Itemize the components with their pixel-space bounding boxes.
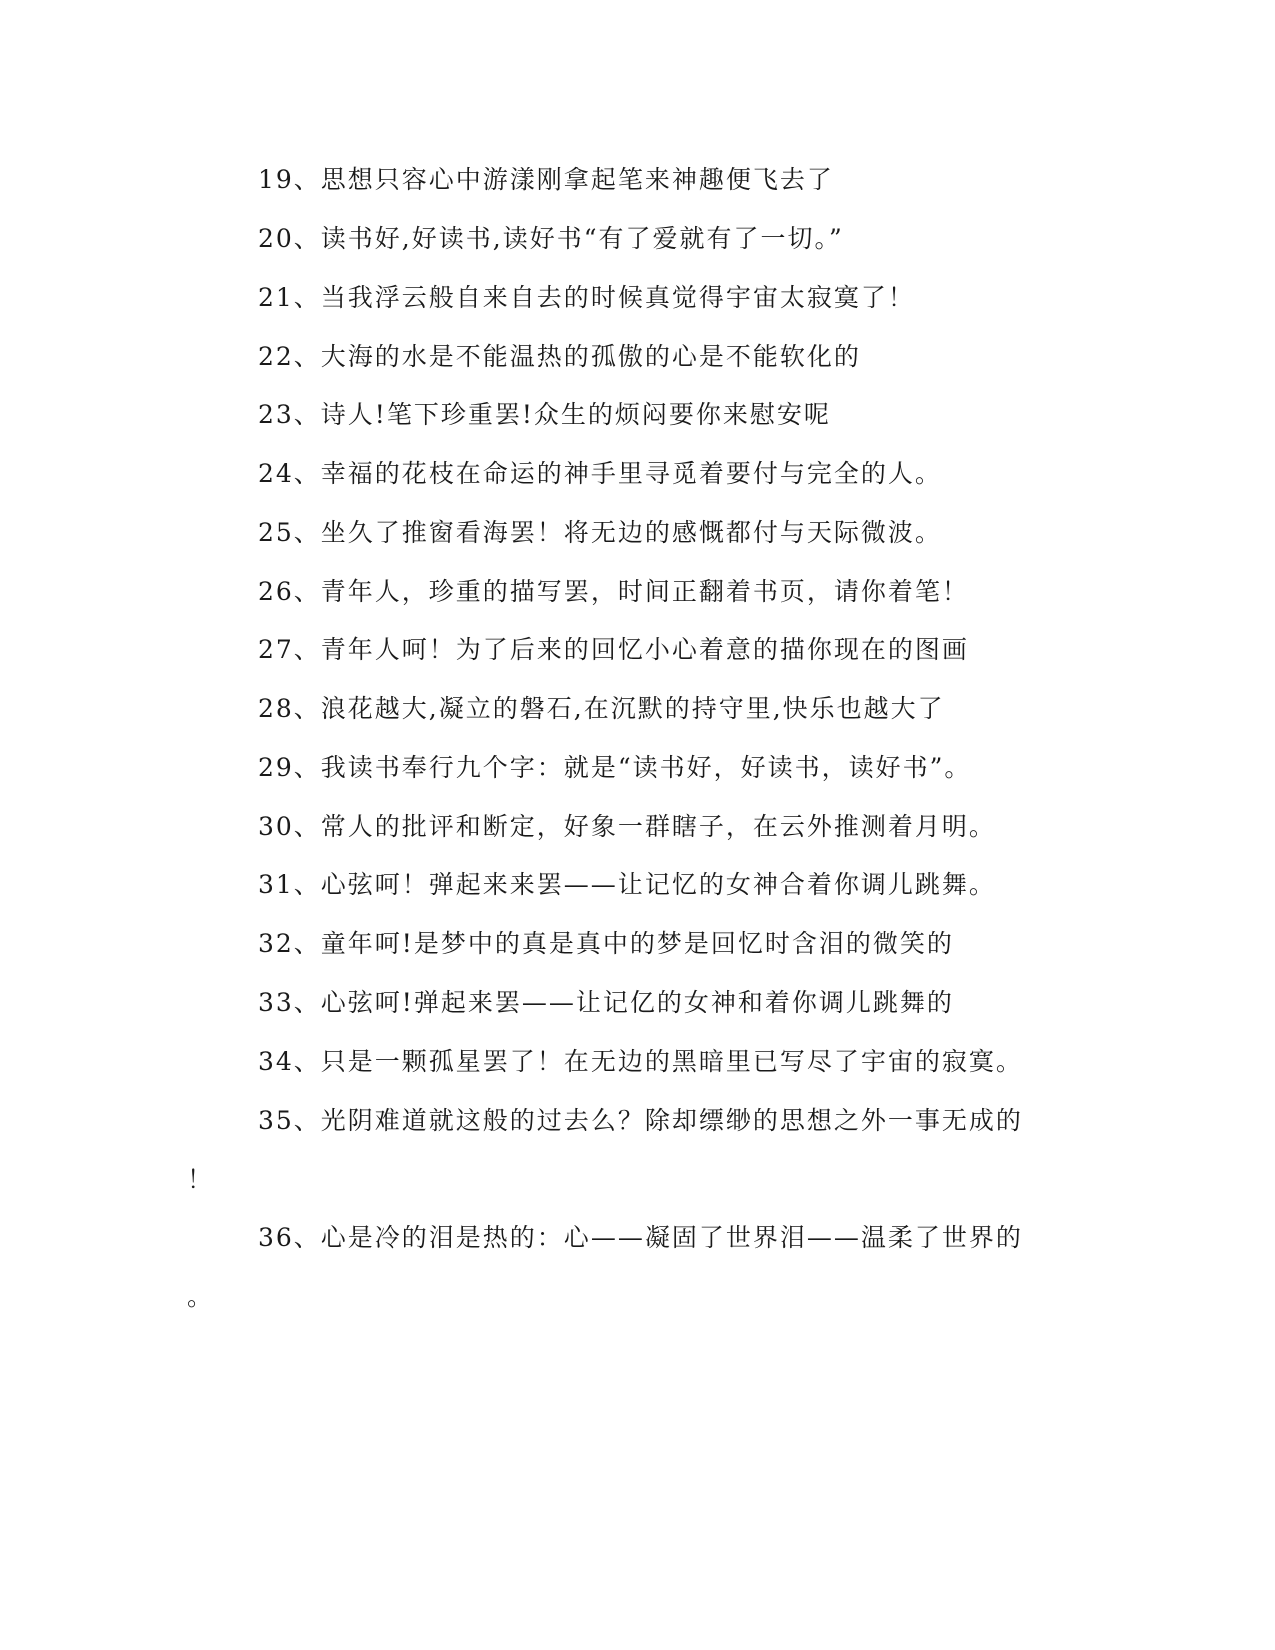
quote-line-19: 19、思想只容心中游漾刚拿起笔来神趣便飞去了	[258, 165, 834, 194]
quote-line-22: 22、大海的水是不能温热的孤傲的心是不能软化的	[258, 342, 861, 371]
quote-line-26: 26、青年人，珍重的描写罢，时间正翻着书页，请你着笔！	[258, 577, 969, 606]
quote-line-35-wrap: ！	[187, 1165, 213, 1194]
quote-line-33: 33、心弦呵!弹起来罢——让记亿的女神和着你调儿跳舞的	[258, 988, 954, 1017]
quote-line-23: 23、诗人!笔下珍重罢!众生的烦闷要你来慰安呢	[258, 400, 831, 429]
quote-line-29: 29、我读书奉行九个字：就是“读书好，好读书，读好书”。	[258, 753, 972, 782]
quote-line-20: 20、读书好,好读书,读好书“有了爱就有了一切。”	[258, 224, 844, 253]
quote-line-24: 24、幸福的花枝在命运的神手里寻觅着要付与完全的人。	[258, 459, 942, 488]
quote-line-34: 34、只是一颗孤星罢了！在无边的黑暗里已写尽了宇宙的寂寞。	[258, 1047, 1023, 1076]
quote-line-30: 30、常人的批评和断定，好象一群瞎子，在云外推测着月明。	[258, 812, 996, 841]
quote-line-27: 27、青年人呵！为了后来的回忆小心着意的描你现在的图画	[258, 635, 969, 664]
quote-line-35: 35、光阴难道就这般的过去么？除却缥缈的思想之外一事无成的	[258, 1106, 1023, 1135]
quote-line-21: 21、当我浮云般自来自去的时候真觉得宇宙太寂寞了！	[258, 283, 915, 312]
quote-line-25: 25、坐久了推窗看海罢！将无边的感慨都付与天际微波。	[258, 518, 942, 547]
quote-line-32: 32、童年呵!是梦中的真是真中的梦是回忆时含泪的微笑的	[258, 929, 954, 958]
quote-line-31: 31、心弦呵！弹起来来罢——让记忆的女神合着你调儿跳舞。	[258, 870, 996, 899]
quote-line-36-wrap: 。	[187, 1282, 213, 1311]
quote-line-28: 28、浪花越大,凝立的磐石,在沉默的持守里,快乐也越大了	[258, 694, 945, 723]
quote-line-36: 36、心是冷的泪是热的：心——凝固了世界泪——温柔了世界的	[258, 1223, 1023, 1252]
